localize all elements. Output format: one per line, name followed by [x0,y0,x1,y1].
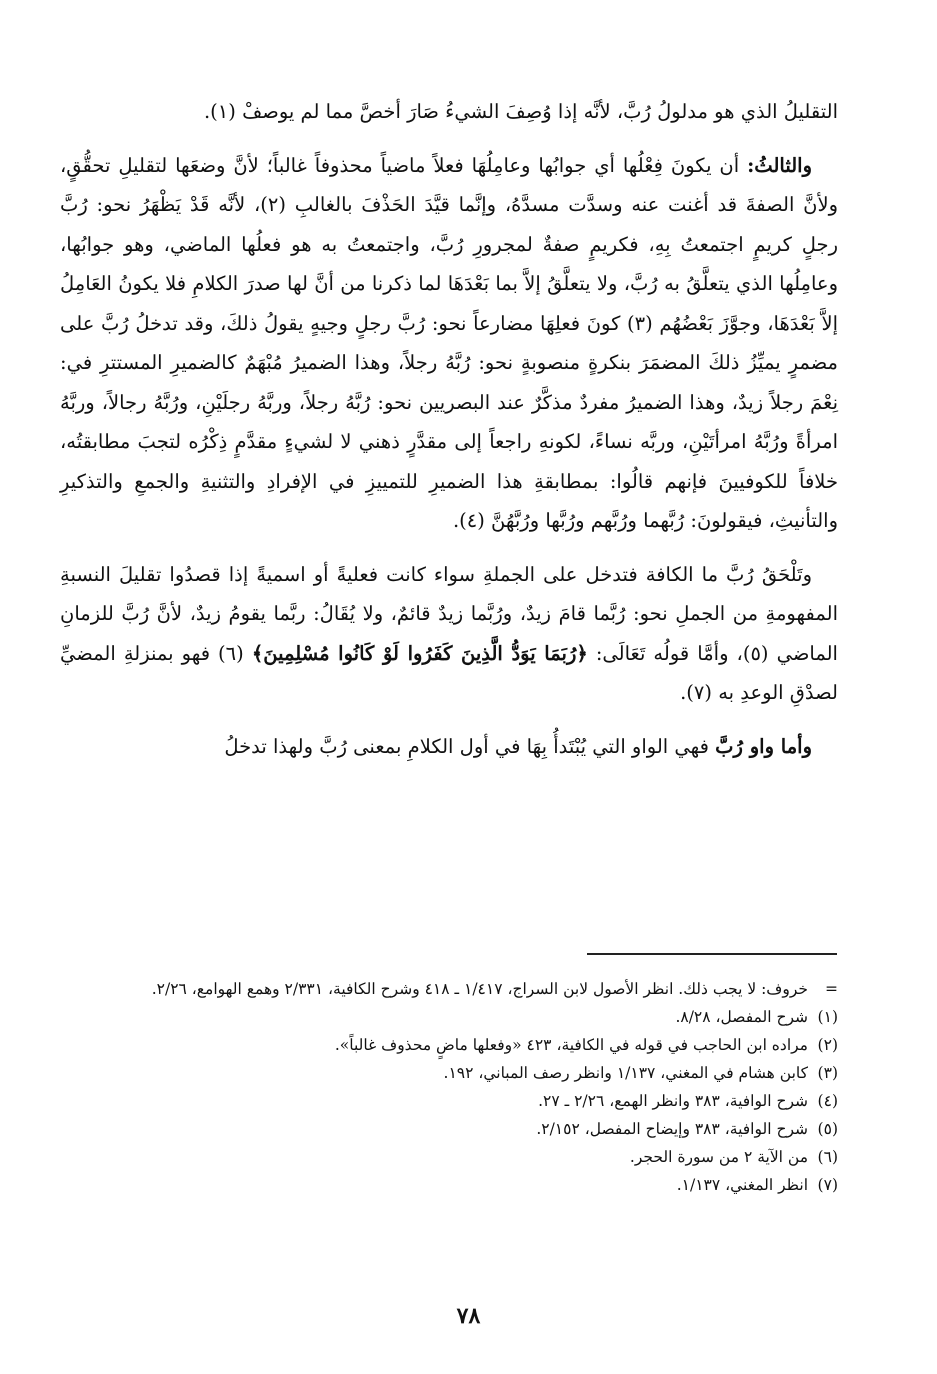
paragraph-2-text: أن يكونَ فِعْلُها أي جوابُها وعامِلُهَا فعلاً ماضياً محذوفاً غالباً؛ لأنَّ وضعَها لتقليلِ تحقُّقٍ، ولأنَّ الصفةَ قد أغنت عنه وسدَّت مسدَّهُ، وإنَّما قيَّدَ الحَذْفَ بالغالبِ (٢)، لأنَّه قَدْ يَظْهَرُ نحو: رُبَّ رجلٍ كريمٍ اجتمعتُ بِهِ، فكريمٍ صفةٌ لمجرورِ رُبَّ، واجتمعتُ به هو فعلُها الماضي، وهو جوابُها، وعامِلُها الذي يتعلَّقُ به رُبَّ، ولا يتعلَّقُ إلاَّ بما بَعْدَهَا لما ذكرنا من أنَّ لها صدرَ الكلامِ فلا يكونُ العَامِلُ إلاَّ بَعْدَهَا، وجوَّزَ بَعْضُهُم (٣) كونَ فعلِهَا مضارعاً نحو: رُبَّ رجلٍ وجيهٍ يقولُ ذلكَ، وقد تدخلُ رُبَّ على مضمرٍ يميِّزُ ذلكَ المضمَرَ بنكرةٍ منصوبةٍ نحو: رُبَّهُ رجلاً، وهذا الضميرُ مُبْهَمٌ كالضميرِ المستترِ في: نِعْمَ رجلاً زيدٌ، وهذا الضميرُ مفردٌ مذكَّرٌ عند البصريين نحو: رُبَّهُ رجلاً، وربَّهُ رجلَيْنِ، ورُبَّهُ رجالاً، وربَّهُ امرأةً ورُبَّهُ امرأتَيْنِ، وربَّه نساءً، لكونهِ راجعاً إلى مقدَّرٍ ذهني لا لشيءٍ مقدَّمٍ ذِكْرُه لتجبَ مطابقتُه، خلافاً للكوفيينَ فإنهم قالُوا: بمطابقةِ هذا الضميرِ للتمييزِ في الإفرادِ والتثنيةِ والجمعِ والتذكيرِ والتأنيثِ، فيقولونَ: رُبَّهما ورُبَّهم ورُبَّها ورُبَّهُنَّ (٤). [60,153,838,532]
paragraph-2 [60,146,838,541]
footnote-3 [90,1059,838,1087]
footnote-separator [587,953,837,955]
footnotes [90,975,838,1199]
paragraph-2-heading: والثالثُ: [747,153,812,177]
paragraph-1 [60,92,838,132]
footnote-text: شرح الوافية، ٣٨٣ وإيضاح المفصل، ٢/١٥٢. [536,1120,808,1138]
footnote-text: مراده ابن الحاجب في قوله في الكافية، ٤٢٣ «وفعلها ماضٍ محذوف غالباً». [334,1036,808,1054]
footnote-mark: (٥) [817,1120,838,1138]
quran-verse: ﴿رُبَمَا يَوَدُّ الَّذِينَ كَفَرُوا لَوْ كَانُوا مُسْلِمِينَ﴾ [251,641,588,665]
paragraph-3-text-a: وتَلْحَقُ رُبَّ ما الكافة فتدخل على الجملةِ سواء كانت فعليةً أو اسميةً إذا قصدُوا تقليلَ النسبةِ المفهومةِ من الجملِ نحو: رُبَّما قامَ زيدٌ، ورُبَّما زيدٌ قائمٌ، ولا يُقَالُ: ربَّما يقومُ زيدٌ، لأنَّ رُبَّ للزمانِ الماضي (٥)، وأمَّا قولُه تَعَالَى: [60,562,838,665]
main-text [60,92,838,766]
footnote-7 [90,1171,838,1199]
footnote-6 [90,1143,838,1171]
footnote-mark: (٣) [817,1064,838,1082]
footnote-continuation [90,975,838,1003]
footnote-mark: (٧) [817,1176,838,1194]
paragraph-4-text: فهي الواو التي يُبْتَدأُ بِهَا في أول الكلامِ بمعنى رُبَّ ولهذا تدخلُ [224,734,709,758]
footnote-text: شرح المفصل، ٨/٢٨. [675,1008,808,1026]
footnote-4 [90,1087,838,1115]
paragraph-3 [60,555,838,713]
paragraph-4-heading: وأما واو رُبَّ [715,734,812,758]
footnote-2 [90,1031,838,1059]
footnote-text: خروف: لا يجب ذلك. انظر الأصول لابن السراج، ١/٤١٧ ـ ٤١٨ وشرح الكافية، ٢/٣٣١ وهمع الهوامع، ٢/٢٦. [151,980,808,998]
footnote-mark: = [825,980,838,998]
paragraph-1-text: التقليلُ الذي هو مدلولُ رُبَّ، لأنَّه إذا وُصِفَ الشيءُ صَارَ أخصَّ مما لم يوصفْ (١). [203,100,838,123]
footnote-mark: (٢) [817,1036,838,1054]
page-number: ٧٨ [456,1303,481,1329]
footnote-text: كابن هشام في المغني، ١/١٣٧ وانظر رصف المباني، ١٩٢. [443,1064,808,1082]
footnote-1 [90,1003,838,1031]
footnote-5 [90,1115,838,1143]
footnote-mark: (٦) [817,1148,838,1166]
footnote-mark: (١) [817,1008,838,1026]
footnote-text: انظر المغني، ١/١٣٧. [676,1176,808,1194]
paragraph-4 [60,727,838,767]
footnote-text: شرح الوافية، ٣٨٣ وانظر الهمع، ٢/٢٦ ـ ٢٧. [538,1092,808,1110]
footnote-text: من الآية ٢ من سورة الحجر. [629,1148,808,1166]
footnote-mark: (٤) [817,1092,838,1110]
paragraph-3-text-b: (٦) فهو بمنزلةِ المضيِّ لصدْقِ الوعدِ به (٧). [60,641,838,704]
